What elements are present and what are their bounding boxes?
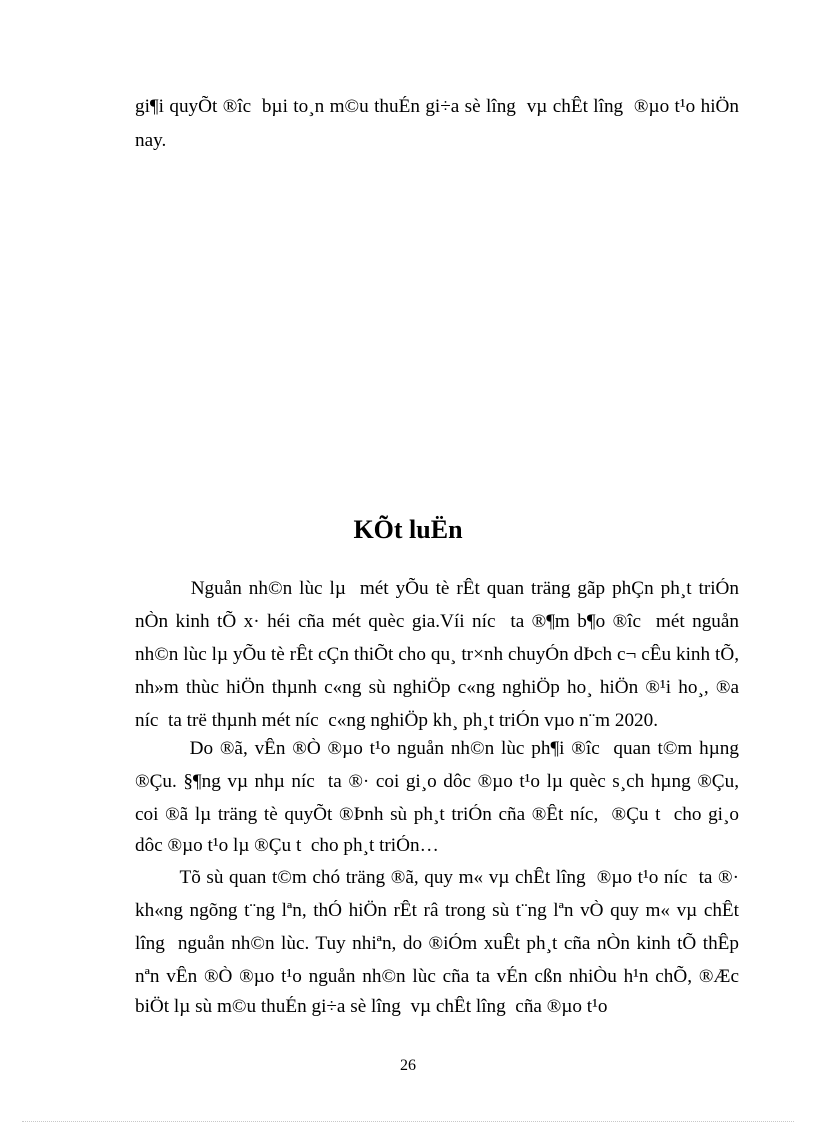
text-line: biÖt lµ sù m©u thuÉn gi÷a sè lîng vµ chÊt lîng cña ®µo t¹o <box>135 996 608 1017</box>
text-line: Tõ sù quan t©m chó träng ®ã, quy m« vµ chÊt lîng ®µo t¹o níc ta ®· <box>135 867 739 888</box>
page-number: 26 <box>400 1057 416 1074</box>
text-line: nÒn kinh tÕ x· héi cña mét quèc gia.Víi níc ta ®¶m b¶o ®îc mét nguån <box>135 611 739 632</box>
text-line: Nguån nh©n lùc lµ mét yÕu tè rÊt quan träng gãp phÇn ph¸t triÓn <box>135 578 739 599</box>
text-line: nh©n lùc lµ yÕu tè rÊt cÇn thiÕt cho qu¸ tr×nh chuyÓn dÞch c¬ cÊu kinh tÕ, <box>135 644 739 665</box>
text-line: nªn vÊn ®Ò ®µo t¹o nguån nh©n lùc cña ta vÉn cßn nhiÒu h¹n chÕ, ®Æc <box>135 966 739 987</box>
text-line: lîng nguån nh©n lùc. Tuy nhiªn, do ®iÓm xuÊt ph¸t cña nÒn kinh tÕ thÊp <box>135 933 739 954</box>
section-heading: KÕt luËn <box>353 515 463 544</box>
text-line: gi¶i quyÕt ®îc bµi to¸n m©u thuÉn gi÷a sè lîng vµ chÊt lîng ®µo t¹o hiÖn <box>135 96 739 117</box>
text-line: kh«ng ngõng t¨ng lªn, thÓ hiÖn rÊt râ trong sù t¨ng lªn vÒ quy m« vµ chÊt <box>135 900 739 921</box>
text-line: Do ®ã, vÊn ®Ò ®µo t¹o nguån nh©n lùc ph¶i ®îc quan t©m hµng <box>135 738 739 759</box>
text-line: ®Çu. §¶ng vµ nhµ níc ta ®· coi gi¸o dôc ®µo t¹o lµ quèc s¸ch hµng ®Çu, <box>135 771 739 792</box>
text-line: dôc ®µo t¹o lµ ®Çu t cho ph¸t triÓn… <box>135 835 439 856</box>
text-line: níc ta trë thµnh mét níc c«ng nghiÖp kh¸ ph¸t triÓn vµo n¨m 2020. <box>135 710 659 731</box>
page-bottom-divider <box>22 1121 794 1122</box>
text-line: nh»m thùc hiÖn thµnh c«ng sù nghiÖp c«ng nghiÖp ho¸ hiÖn ®¹i ho¸, ®a <box>135 677 739 698</box>
text-line: coi ®ã lµ träng tè quyÕt ®Þnh sù ph¸t triÓn cña ®Êt níc, ®Çu t cho gi¸o <box>135 804 739 825</box>
text-line: nay. <box>135 130 167 151</box>
